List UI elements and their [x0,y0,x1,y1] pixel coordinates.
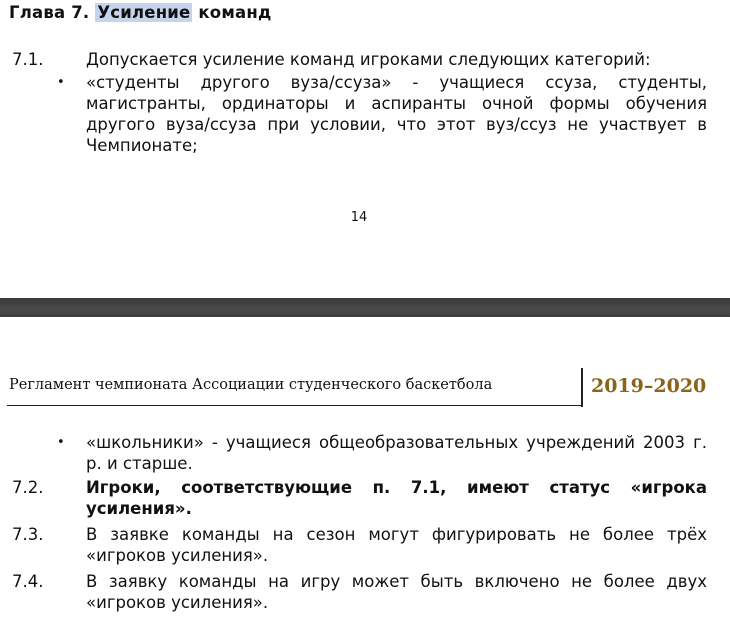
item-text-7-4: В заявку команды на игру может быть включено не более двух «игроков усиления». [86,572,707,612]
chapter-heading [9,3,272,22]
bullet-text-schoolchildren: «школьники» - учащиеся общеобразовательных учреждений 2003 г. р. и старше. [86,433,707,473]
item-text-7-2: Игроки, соответствующие п. 7.1, имеют статус «игрока усиления». [86,478,707,518]
item-text-7-3: В заявке команды на сезон могут фигурировать не более трёх «игроков усиления». [86,525,707,565]
header-divider-vertical [581,368,583,407]
bullet-icon: • [57,75,65,90]
chapter-label: Глава 7. [9,3,90,22]
item-number-7-4: 7.4. [12,572,44,591]
page-separator [0,298,730,317]
page-number: 14 [350,210,368,225]
item-text-7-1: Допускается усиление команд игроками следующих категорий: [86,50,651,69]
bullet-text-students: «студенты другого вуза/ссуза» - учащиеся ссуза, студенты, магистранты, ординаторы и аспиранты очной формы обучения другого вуза/ссуза при условии, что этот вуз/ссуз не участвует в Чемпионате; [86,73,707,155]
running-header-year: 2019–2020 [591,375,707,397]
header-divider-horizontal [7,405,582,406]
item-number-7-3: 7.3. [12,525,44,544]
item-number-7-2: 7.2. [12,478,44,497]
chapter-title-rest: команд [198,3,272,22]
page-bottom [0,317,730,626]
item-number-7-1: 7.1. [12,50,44,69]
running-header-title: Регламент чемпионата Ассоциации студенческого баскетбола [9,377,493,393]
chapter-highlighted-word[interactable]: Усиление [97,3,191,22]
page-top [0,0,730,298]
bullet-icon: • [57,435,65,450]
